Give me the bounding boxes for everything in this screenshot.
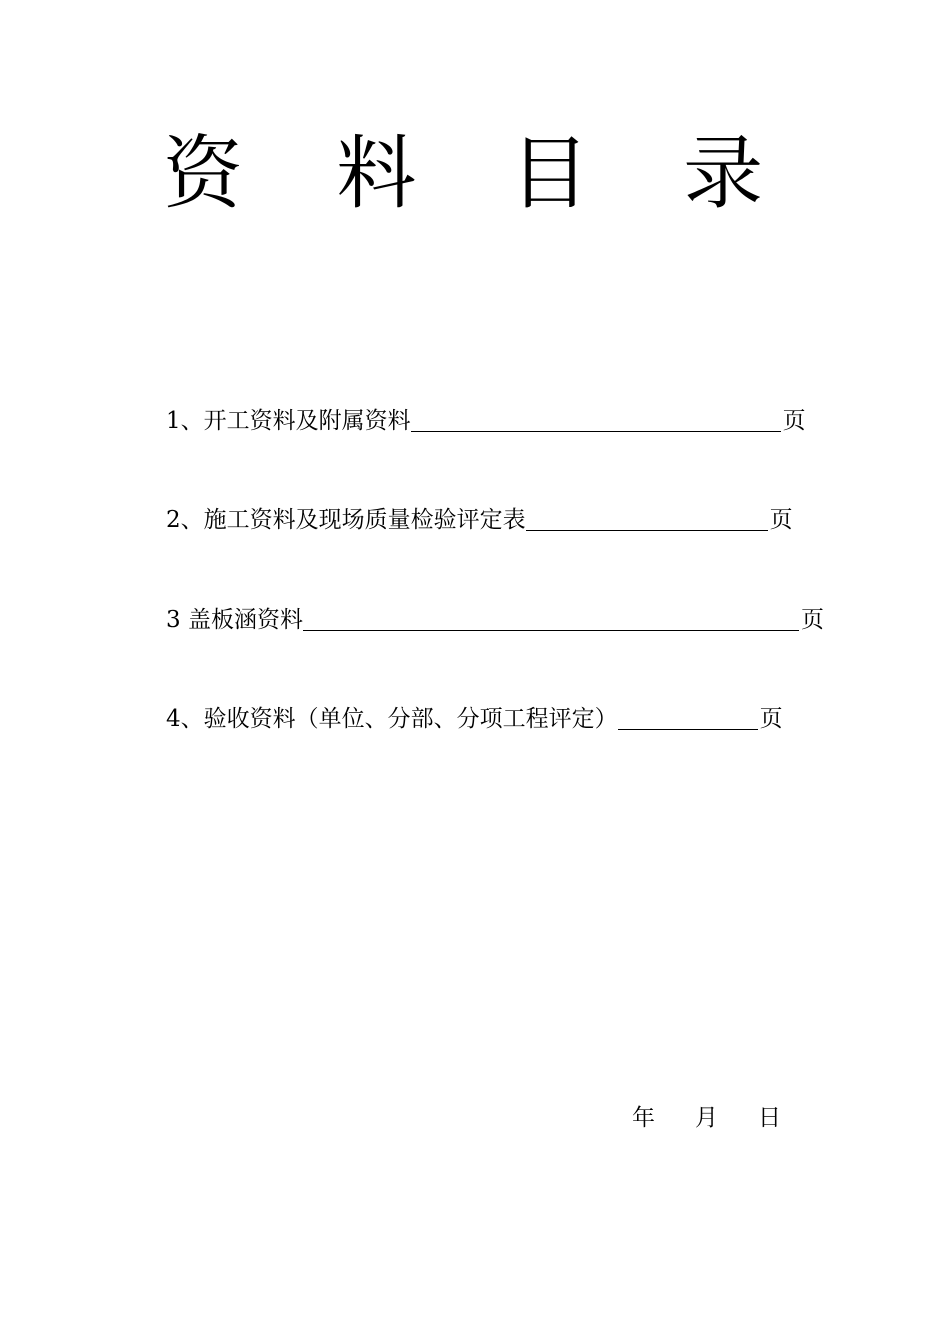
toc-page-unit: 页 [782,408,806,434]
toc-page-unit: 页 [769,507,793,533]
toc-item-start-documents [166,406,806,436]
page-title: 资 料 目 录 [162,127,798,220]
toc-page-unit: 页 [800,607,824,633]
date-month-label: 月 [695,1105,718,1131]
toc-leader-line [618,729,758,730]
toc-item-label: 1、开工资料及附属资料 [166,408,411,434]
toc-item-label: 3 盖板涵资料 [166,607,303,633]
toc-item-acceptance-documents [166,704,783,734]
date-year-label: 年 [632,1105,655,1131]
toc-leader-line [526,530,768,531]
toc-item-culvert-documents [166,605,824,635]
toc-item-label: 4、验收资料（单位、分部、分项工程评定） [166,706,618,732]
toc-leader-line [411,431,781,432]
toc-item-construction-documents [166,505,793,535]
toc-item-label: 2、施工资料及现场质量检验评定表 [166,507,526,533]
toc-page-unit: 页 [759,706,783,732]
date-line [632,1102,781,1134]
date-day-label: 日 [758,1105,781,1131]
toc-leader-line [303,630,799,631]
